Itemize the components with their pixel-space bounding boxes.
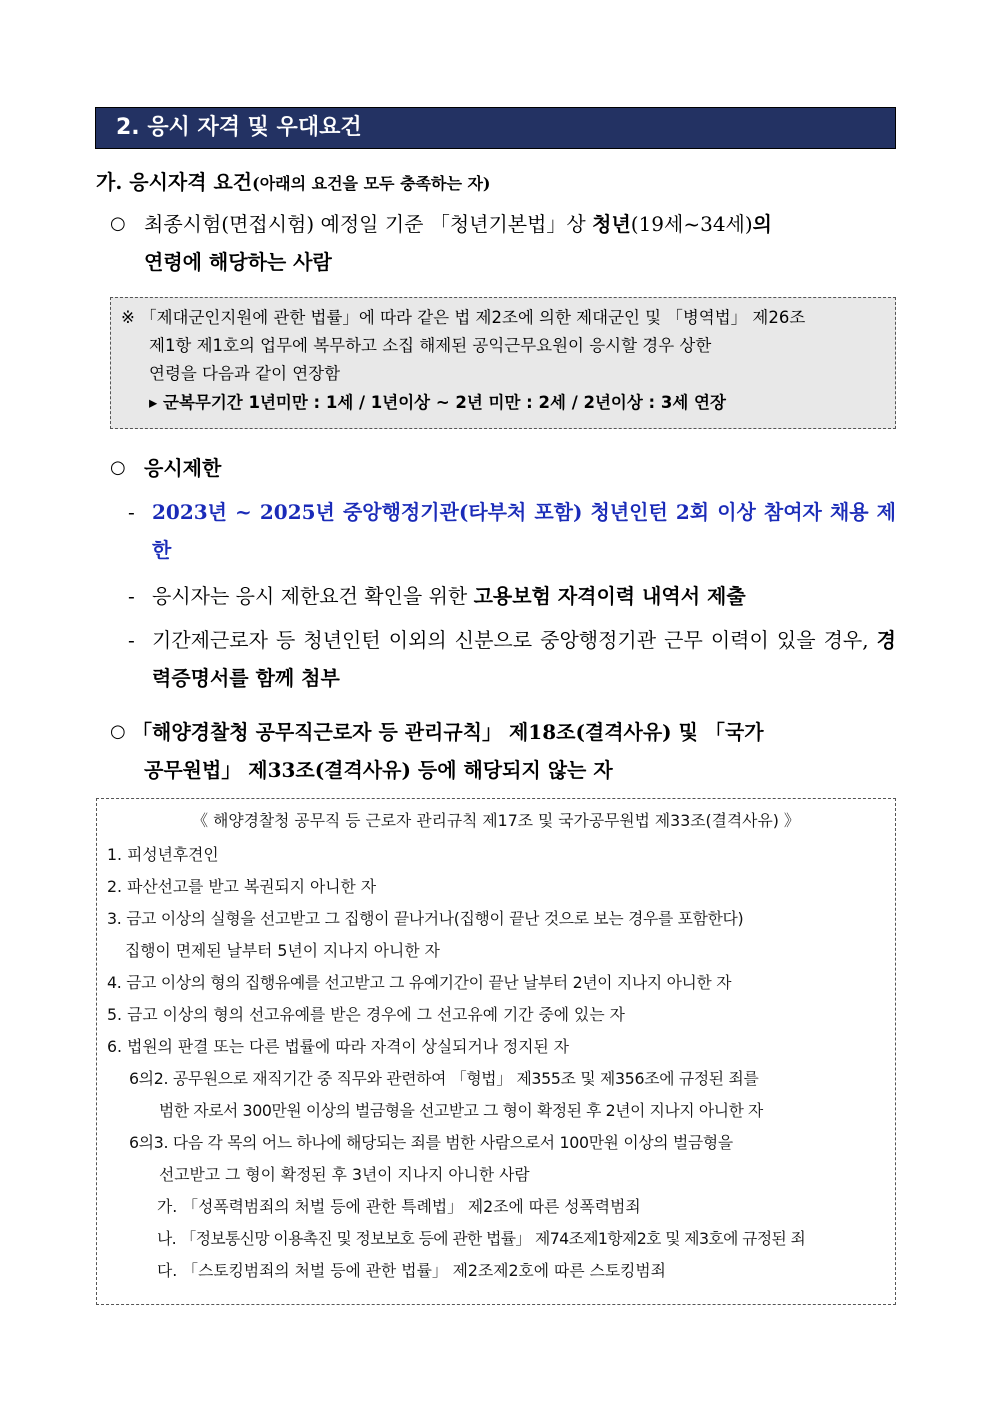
- dash-item-3: [128, 621, 896, 697]
- dash-2-bold: 고용보험 자격이력 내역서 제출: [473, 584, 746, 608]
- law-item-6-2-cont: 범한 자로서 300만원 이상의 벌금형을 선고받고 그 형이 확정된 후 2년이 지나지 아니한 자: [159, 1101, 763, 1120]
- law-item-6: 6. 법원의 판결 또는 다른 법률에 따라 자격이 상실되거나 정지된 자: [107, 1037, 570, 1056]
- dash-1-text: 2023년 ~ 2025년 중앙행정기관(타부처 포함) 청년인턴 2회 이상 참여자 채용 제한: [152, 500, 896, 562]
- age-bold-youth: 청년: [592, 212, 631, 236]
- law-item-1: 1. 피성년후견인: [107, 845, 219, 864]
- sub-heading-label: 가. 응시자격 요건: [96, 170, 253, 194]
- law-item-2: 2. 파산선고를 받고 복권되지 아니한 자: [107, 877, 377, 896]
- note-line-1: ※ 「제대군인지원에 관한 법률」에 따라 같은 법 제2조에 의한 제대군인 및 「병역법」 제26조: [121, 308, 806, 327]
- bullet-age-requirement: [110, 205, 896, 281]
- section-title: 2. 응시 자격 및 우대요건: [116, 115, 362, 140]
- bullet-mark: ○: [110, 457, 126, 478]
- dash-2-text: 응시자는 응시 제한요건 확인을 위한: [152, 584, 474, 608]
- law-box-disqualification: [96, 798, 896, 1305]
- dash-3-text: 기간제근로자 등 청년인턴 이외의 신분으로 중앙행정기관 근무 이력이 있을 경우,: [152, 628, 877, 652]
- law-subitem-na: 나. 「정보통신망 이용촉진 및 정보보호 등에 관한 법률」 제74조제1항제2호 및 제3호에 규정된 죄: [157, 1229, 806, 1248]
- section-header: [95, 107, 896, 149]
- bullet-mark: ○: [110, 213, 126, 234]
- dash-item-1: [128, 493, 896, 569]
- dash-mark: -: [128, 500, 135, 524]
- bullet-mark: ○: [110, 721, 126, 742]
- law-box-title: 《 해양경찰청 공무직 등 근로자 관리규칙 제17조 및 국가공무원법 제33조(결격사유) 》: [192, 811, 800, 830]
- law-item-5: 5. 금고 이상의 형의 선고유예를 받은 경우에 그 선고유예 기간 중에 있는 자: [107, 1005, 625, 1024]
- law-item-6-3: 6의3. 다음 각 목의 어느 하나에 해당되는 죄를 범한 사람으로서 100만원 이상의 벌금형을: [129, 1133, 733, 1152]
- disq-line-2: 공무원법」 제33조(결격사유) 등에 해당되지 않는 자: [144, 758, 613, 782]
- law-item-4: 4. 금고 이상의 형의 집행유예를 선고받고 그 유예기간이 끝난 날부터 2년이 지나지 아니한 자: [107, 973, 732, 992]
- law-item-3-cont: 집행이 면제된 날부터 5년이 지나지 아니한 자: [125, 941, 440, 960]
- age-text-pre: 최종시험(면접시험) 예정일 기준 「청년기본법」상: [144, 212, 593, 236]
- law-item-6-3-cont: 선고받고 그 형이 확정된 후 3년이 지나지 아니한 사람: [159, 1165, 530, 1184]
- restrictions-title: 응시제한: [144, 456, 222, 480]
- law-subitem-ga: 가. 「성폭력범죄의 처벌 등에 관한 특례법」 제2조에 따른 성폭력범죄: [157, 1197, 641, 1216]
- age-range: (19세~34세): [630, 212, 753, 236]
- note-line-2: 제1항 제1호의 업무에 복무하고 소집 해제된 공익근무요원이 응시할 경우 상한: [149, 336, 712, 355]
- disq-line-1: 「해양경찰청 공무직근로자 등 관리규칙」 제18조(결격사유) 및 「국가: [132, 720, 764, 744]
- law-item-6-2: 6의2. 공무원으로 재직기간 중 직무와 관련하여 「형법」 제355조 및 제356조에 규정된 죄를: [129, 1069, 759, 1088]
- law-item-3: 3. 금고 이상의 실형을 선고받고 그 집행이 끝나거나(집행이 끝난 것으로 보는 경우를 포함한다): [107, 909, 744, 928]
- note-line-4: ▸ 군복무기간 1년미만 : 1세 / 1년이상 ~ 2년 미만 : 2세 / 2년이상 : 3세 연장: [149, 393, 726, 412]
- age-text-line2: 연령에 해당하는 사람: [144, 250, 332, 274]
- age-bold-suffix: 의: [752, 212, 772, 236]
- bullet-disqualification: [110, 713, 896, 789]
- dash-3-bold: 경력증명서를 함께 첨부: [152, 628, 896, 690]
- dash-mark: -: [128, 584, 135, 608]
- sub-heading: [96, 168, 491, 198]
- bullet-restrictions: [110, 449, 896, 487]
- note-line-3: 연령을 다음과 같이 연장함: [149, 364, 341, 383]
- law-subitem-da: 다. 「스토킹범죄의 처벌 등에 관한 법률」 제2조제2호에 따른 스토킹범죄: [157, 1261, 666, 1280]
- sub-heading-note: (아래의 요건을 모두 충족하는 자): [252, 174, 491, 193]
- note-box-military: [110, 297, 896, 429]
- dash-item-2: [128, 577, 896, 615]
- dash-mark: -: [128, 628, 135, 652]
